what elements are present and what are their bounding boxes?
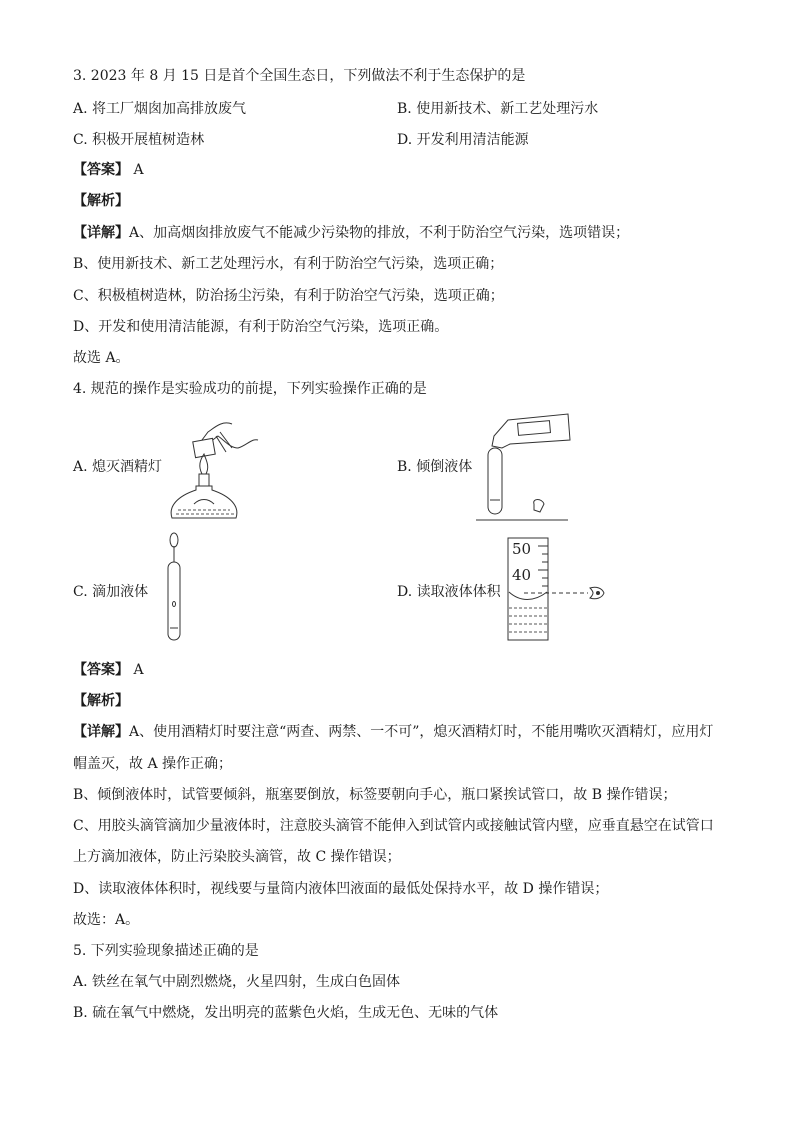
answer-value: A <box>133 162 144 178</box>
q4-detail-line-2: 帽盖灭，故 A 操作正确； <box>73 756 233 772</box>
q4-detail-line-6: D、读取液体体积时，视线要与量筒内液体凹液面的最低处保持水平，故 D 操作错误； <box>73 881 609 897</box>
q5-option-a: A. 铁丝在氧气中剧烈燃烧，火星四射，生成白色固体 <box>73 974 401 990</box>
q4-option-b: B. 倾倒液体 <box>397 459 473 475</box>
q4-detail-line-1 <box>73 723 713 741</box>
dropper-bulb <box>170 533 178 547</box>
test-tube <box>488 448 502 514</box>
q4-detail-line-4: C、用胶头滴管滴加少量液体时，注意胶头滴管不能伸入到试管内或接触试管内壁，应垂直悬空在试管口 <box>73 818 714 834</box>
alcohol-lamp-figure <box>172 418 262 526</box>
q4-detail-line-5: 上方滴加液体，防止污染胶头滴管，故 C 操作错误； <box>73 849 401 865</box>
q4-conclusion: 故选：A。 <box>73 912 140 928</box>
detail-tag: 【详解】 <box>73 225 129 241</box>
q3-conclusion: 故选 A。 <box>73 350 130 366</box>
q3-detail-line-1 <box>73 224 629 242</box>
dropper-figure <box>162 532 186 644</box>
q3-stem: 3. 2023 年 8 月 15 日是首个全国生态日，下列做法不利于生态保护的是 <box>73 68 526 84</box>
lamp-body <box>171 486 237 518</box>
q3-analysis-tag: 【解析】 <box>73 193 129 209</box>
answer-value: A <box>133 662 144 678</box>
q3-option-d: D. 开发利用清洁能源 <box>397 132 529 148</box>
q3-answer <box>73 161 144 179</box>
q4-detail-line-3: B、倾倒液体时，试管要倾斜，瓶塞要倒放，标签要朝向手心，瓶口紧挨试管口，故 B 操作错误； <box>73 787 677 803</box>
q3-detail-line-4: D、开发和使用清洁能源，有利于防治空气污染，选项正确。 <box>73 319 449 335</box>
q3-detail-line-2: B、使用新技术、新工艺处理污水，有利于防治空气污染，选项正确； <box>73 256 504 272</box>
bottle-stopper <box>534 500 544 513</box>
bottle-label <box>518 421 551 436</box>
q3-option-c: C. 积极开展植树造林 <box>73 132 205 148</box>
q4-stem: 4. 规范的操作是实验成功的前提，下列实验操作正确的是 <box>73 381 427 397</box>
wick-holder <box>199 474 209 486</box>
detail-tag: 【详解】 <box>73 724 129 740</box>
q4-analysis-tag: 【解析】 <box>73 693 129 709</box>
q4-answer <box>73 661 144 679</box>
q4-option-c: C. 滴加液体 <box>73 584 149 600</box>
q5-option-b: B. 硫在氧气中燃烧，发出明亮的蓝紫色火焰，生成无色、无味的气体 <box>73 1005 499 1021</box>
q4-option-a: A. 熄灭酒精灯 <box>73 459 163 475</box>
q3-option-b: B. 使用新技术、新工艺处理污水 <box>397 101 599 117</box>
tick-label-40: 40 <box>512 566 532 584</box>
q3-option-a: A. 将工厂烟囱加高排放废气 <box>73 101 247 117</box>
detail-text: A、加高烟囱排放废气不能减少污染物的排放，不利于防治空气污染，选项错误； <box>129 225 630 241</box>
tick-label-50: 50 <box>512 540 532 558</box>
q4-option-d: D. 读取液体体积 <box>397 584 501 600</box>
q5-stem: 5. 下列实验现象描述正确的是 <box>73 943 259 959</box>
answer-tag: 【答案】 <box>73 662 129 678</box>
answer-tag: 【答案】 <box>73 162 129 178</box>
q3-detail-line-3: C、积极植树造林，防治扬尘污染，有利于防治空气污染，选项正确； <box>73 288 504 304</box>
pouring-liquid-figure <box>472 412 572 524</box>
detail-text: A、使用酒精灯时要注意“两查、两禁、一不可”，熄灭酒精灯时，不能用嘴吹灭酒精灯，应用灯 <box>129 724 714 740</box>
graduated-cylinder-figure <box>504 536 608 642</box>
